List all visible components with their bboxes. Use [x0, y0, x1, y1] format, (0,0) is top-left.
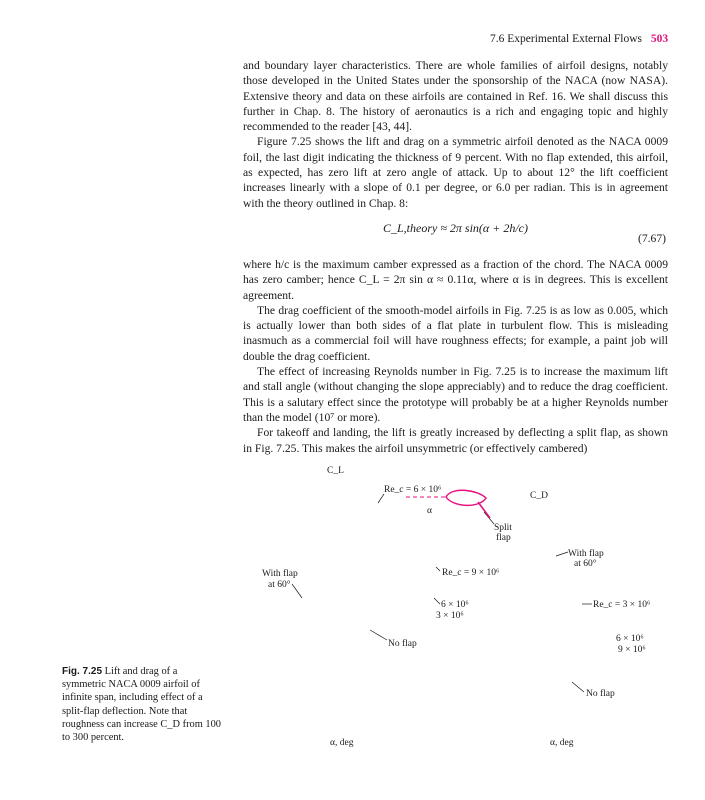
- cl-axis-label: C_L: [327, 466, 344, 476]
- cd-axis-label: C_D: [530, 491, 548, 501]
- section-title: 7.6 Experimental External Flows: [490, 33, 643, 45]
- annotation-3e6: 3 × 10⁶: [436, 611, 464, 621]
- annotation-no-flap-left: No flap: [388, 639, 417, 649]
- paragraph: and boundary layer characteristics. There are whole families of airfoil designs, notably those developed in the United States under the sponsorship of the NACA (now NASA). Extensive theory and data on these airfoils are contained in Ref. 16. We shall discuss this further in Chap. 8. The history of aeronautics is a rich and engaging topic and highly recommended to the reader [43, 44].: [243, 59, 668, 134]
- annotation-with-flap-right: With flap: [568, 549, 604, 559]
- airfoil-outline: [446, 490, 486, 505]
- alpha-label-left: α, deg: [330, 738, 354, 748]
- leader-lines: [292, 494, 592, 692]
- paragraph: The effect of increasing Reynolds number in Fig. 7.25 is to increase the maximum lift and stall angle (without changing the slope appreciably) and to reduce the drag coefficient. This is a salutary effect since the prototype will probably be at a higher Reynolds number than the model (10⁷ or more).: [243, 365, 668, 424]
- annotation-re3-right: Re_c = 3 × 10⁶: [593, 600, 651, 610]
- leader-no-flap: [370, 630, 387, 640]
- equation-number: (7.67): [637, 231, 666, 245]
- annotation-with-flap: With flap: [262, 569, 298, 579]
- annotation-split: Split: [494, 523, 512, 533]
- leader-re6: [378, 494, 384, 503]
- alpha-label-right: α, deg: [550, 738, 574, 748]
- page-number: 503: [650, 33, 669, 45]
- caption-text: Lift and drag of a symmetric NACA 0009 airfoil of infinite span, including effect of a split-flap deflection. Note that roughness can increase C_D from 100 to 300 percent.: [62, 666, 221, 744]
- split-flap: [478, 502, 490, 518]
- annotation-alpha: α: [427, 506, 432, 516]
- paragraph: where h/c is the maximum camber expressed as a fraction of the chord. The NACA 0009 has zero camber; hence C_L = 2π sin α ≈ 0.11α, where α is in degrees. This is excellent agreement.: [243, 257, 668, 302]
- caption-label: Fig. 7.25: [62, 666, 103, 677]
- leader-re9: [436, 567, 440, 571]
- annotation-re9: Re_c = 9 × 10⁶: [442, 568, 500, 578]
- annotation-9e6-right: 9 × 10⁶: [618, 645, 646, 655]
- leader-no-flap-right: [572, 682, 584, 692]
- annotation-no-flap-right: No flap: [586, 689, 615, 699]
- paragraph: The drag coefficient of the smooth-model airfoils in Fig. 7.25 is as low as 0.005, which is actually lower than both sides of a flat plate in turbulent flow. This is misleading inasmuch as a commercial foil will have roughness effects; for example, a paint job will double the drag coefficient.: [243, 303, 668, 363]
- leader-with-flap-right: [556, 552, 568, 556]
- annotation-6e6: 6 × 10⁶: [441, 600, 469, 610]
- annotation-re6: Re_c = 6 × 10⁶: [384, 485, 442, 495]
- annotation-at-60: at 60°: [268, 580, 291, 590]
- annotation-at-60-right: at 60°: [574, 559, 597, 569]
- leader-with-flap: [292, 584, 302, 598]
- leader-6e6: [434, 598, 440, 604]
- annotation-flap: flap: [496, 533, 511, 543]
- paragraph: For takeoff and landing, the lift is greatly increased by deflecting a split flap, as shown in Fig. 7.25. This makes the airfoil unsymmetric (or effectively cambered): [243, 426, 668, 455]
- paragraph: Figure 7.25 shows the lift and drag on a symmetric airfoil denoted as the NACA 0009 foil, the last digit indicating the thickness of 9 percent. With no flap extended, this airfoil, as expected, has zero lift at zero angle of attack. Up to about 12° the lift coefficient increases linearly with a slope of 0.1 per degree, or 6.0 per radian. This is in agreement with the theory outlined in Chap. 8:: [243, 135, 668, 210]
- annotation-6e6-right: 6 × 10⁶: [616, 634, 644, 644]
- equation-formula: C_L,theory ≈ 2π sin(α + 2h/c): [383, 220, 528, 235]
